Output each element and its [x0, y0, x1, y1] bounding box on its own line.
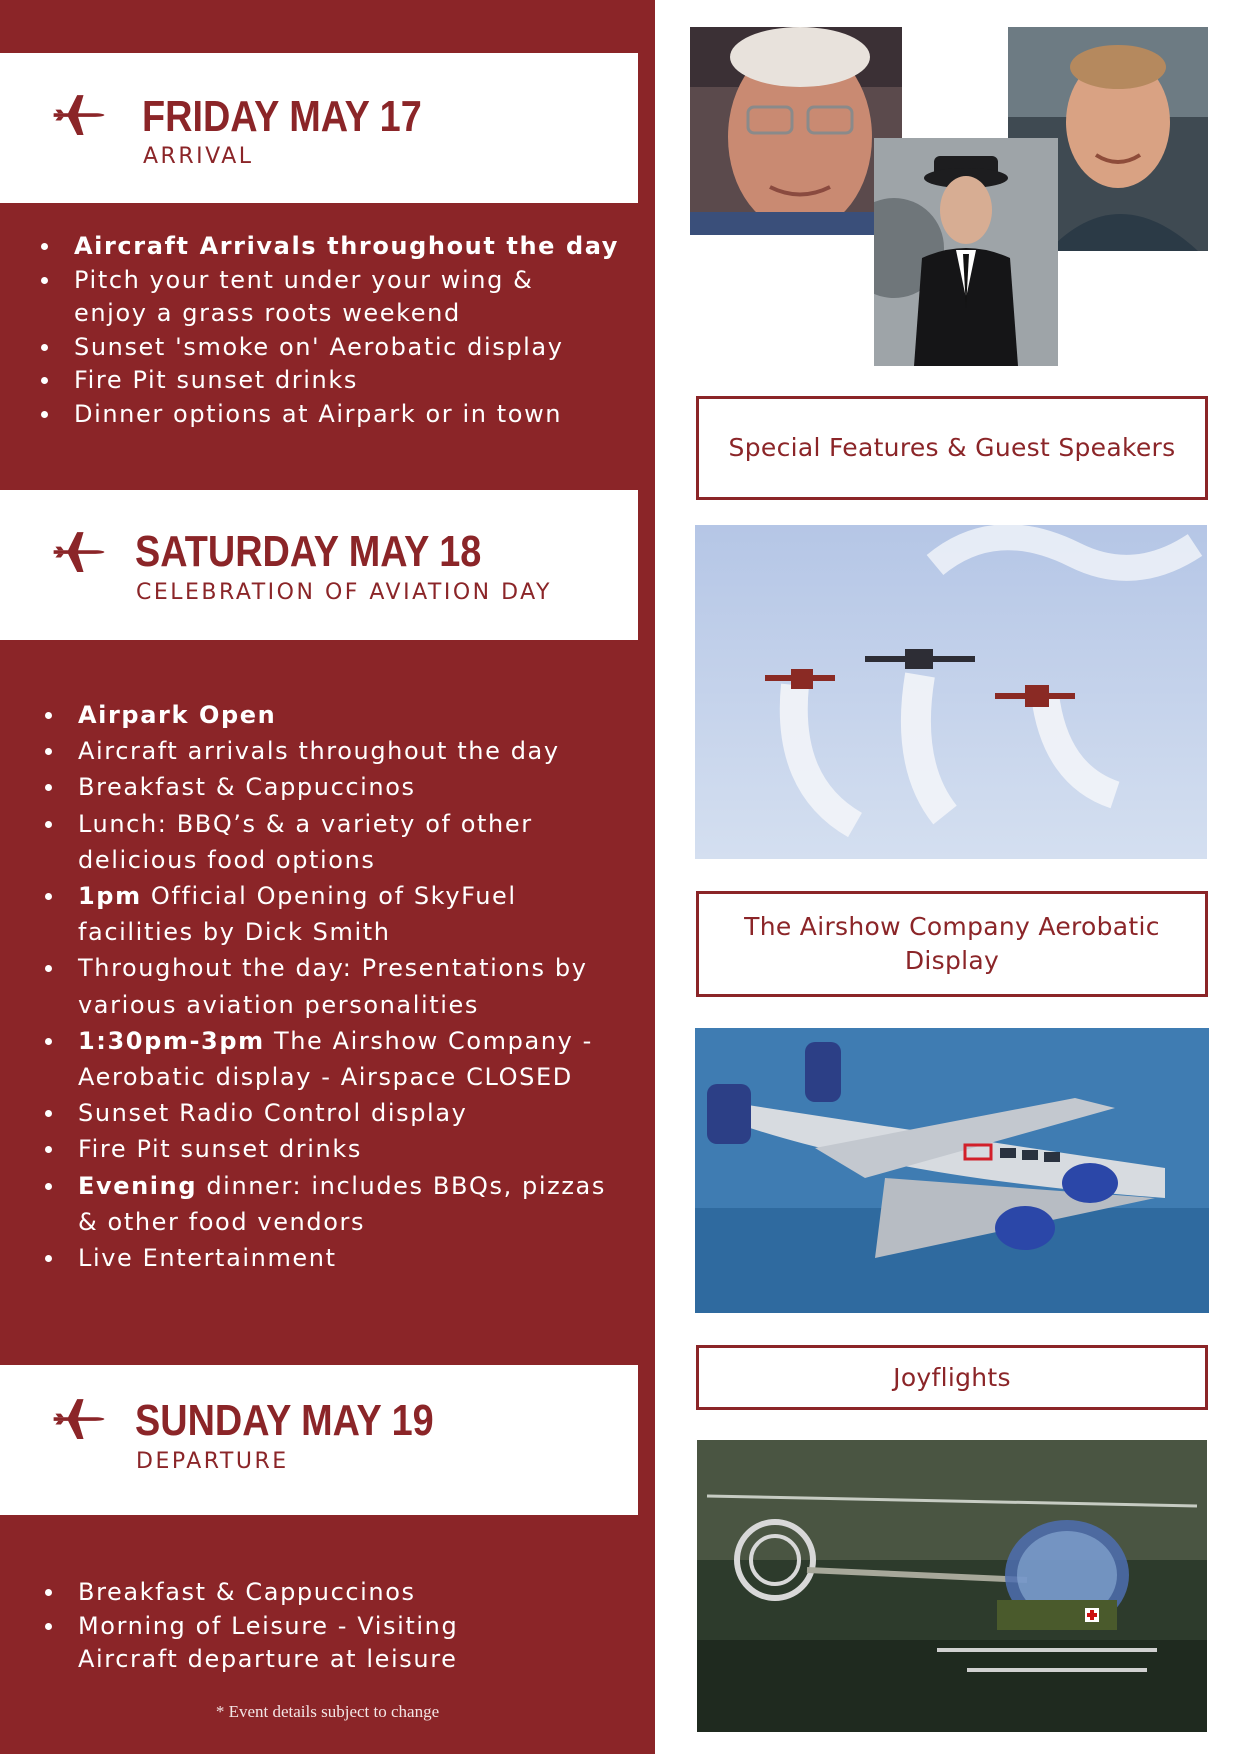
sunday-header: [0, 1365, 638, 1515]
list-item: [0, 697, 606, 733]
list-item-text: enjoy a grass roots weekend: [74, 299, 461, 327]
list-item-emphasis: Airpark Open: [78, 701, 277, 729]
airplane-icon: [50, 1390, 108, 1448]
saturday-list: [0, 697, 606, 1276]
list-item-text: & other food vendors: [78, 1207, 366, 1236]
caption-joyflights: Joyflights: [696, 1345, 1208, 1410]
list-item-text: Lunch: BBQ’s & a variety of other: [78, 809, 533, 838]
sunday-list: [0, 1576, 458, 1677]
list-item: [0, 1610, 458, 1644]
list-item: [0, 1023, 606, 1059]
sunday-title: SUNDAY MAY 19: [135, 1396, 434, 1445]
list-item-text: Aerobatic display - Airspace CLOSED: [78, 1063, 573, 1092]
list-item: [0, 1168, 606, 1204]
sunday-subtitle: DEPARTURE: [136, 1449, 289, 1474]
footer-note: * Event details subject to change: [215, 1702, 440, 1721]
airplane-icon: [50, 523, 108, 581]
saturday-header: [0, 490, 638, 640]
list-item-text: Dinner options at Airpark or in town: [74, 399, 563, 428]
list-item-text: Pitch your tent under your wing &: [74, 265, 534, 294]
silver-aircraft-photo: [695, 1028, 1209, 1313]
list-item-text: facilities by Dick Smith: [78, 918, 391, 947]
list-item-emphasis: Evening: [78, 1171, 198, 1200]
list-item-text: Throughout the day: Presentations by: [78, 954, 588, 983]
list-item-text: Sunset Radio Control display: [78, 1099, 468, 1128]
helicopter-photo: [697, 1440, 1207, 1732]
speaker-portrait-2: [874, 138, 1058, 366]
list-item-continuation: [0, 842, 606, 878]
list-item-text: various aviation personalities: [78, 990, 480, 1019]
list-item-text: Aircraft arrivals throughout the day: [78, 737, 560, 766]
friday-subtitle: ARRIVAL: [143, 144, 254, 169]
friday-header: [0, 53, 638, 203]
list-item-continuation: [0, 1204, 606, 1240]
list-item: [0, 1131, 606, 1167]
list-item-text: Breakfast & Cappuccinos: [78, 773, 416, 802]
list-item-continuation: [0, 1643, 458, 1677]
list-item-continuation: [0, 297, 619, 331]
saturday-subtitle: CELEBRATION OF AVIATION DAY: [136, 580, 552, 605]
list-item-text: Aircraft departure at leisure: [78, 1645, 458, 1673]
list-item: [0, 364, 619, 398]
list-item-text: Official Opening of SkyFuel: [141, 882, 517, 911]
list-item: [0, 331, 619, 365]
list-item-emphasis: Aircraft Arrivals throughout the day: [74, 232, 620, 260]
list-item-text: Sunset 'smoke on' Aerobatic display: [74, 332, 564, 361]
list-item: [0, 806, 606, 842]
list-item: [0, 733, 606, 769]
list-item: [0, 769, 606, 805]
list-item: [0, 1240, 606, 1276]
list-item-emphasis: 1:30pm-3pm: [78, 1026, 265, 1055]
list-item-text: Live Entertainment: [78, 1244, 337, 1273]
list-item-text: delicious food options: [78, 845, 376, 874]
list-item: [0, 1095, 606, 1131]
airplane-icon: [50, 86, 108, 144]
list-item: [0, 398, 619, 432]
list-item: [0, 230, 619, 264]
list-item: [0, 950, 606, 986]
friday-list: [0, 230, 619, 431]
aerobatic-photo: [695, 525, 1207, 859]
list-item-continuation: [0, 1059, 606, 1095]
saturday-title: SATURDAY MAY 18: [135, 527, 482, 576]
list-item-text: Breakfast & Cappuccinos: [78, 1578, 416, 1606]
list-item: [0, 264, 619, 298]
caption-airshow: The Airshow Company Aerobatic Display: [696, 891, 1208, 997]
list-item-text: Morning of Leisure - Visiting: [78, 1611, 459, 1640]
list-item: [0, 1576, 458, 1610]
list-item-continuation: [0, 914, 606, 950]
caption-speakers: Special Features & Guest Speakers: [696, 396, 1208, 500]
list-item-text: The Airshow Company -: [264, 1026, 593, 1055]
list-item: [0, 878, 606, 914]
speaker-portrait-1: [690, 27, 902, 235]
list-item-emphasis: 1pm: [78, 882, 142, 911]
list-item-text: Fire Pit sunset drinks: [78, 1135, 362, 1164]
list-item-continuation: [0, 987, 606, 1023]
list-item-text: Fire Pit sunset drinks: [74, 366, 358, 394]
list-item-text: dinner: includes BBQs, pizzas: [197, 1171, 606, 1200]
friday-title: FRIDAY MAY 17: [142, 92, 422, 141]
